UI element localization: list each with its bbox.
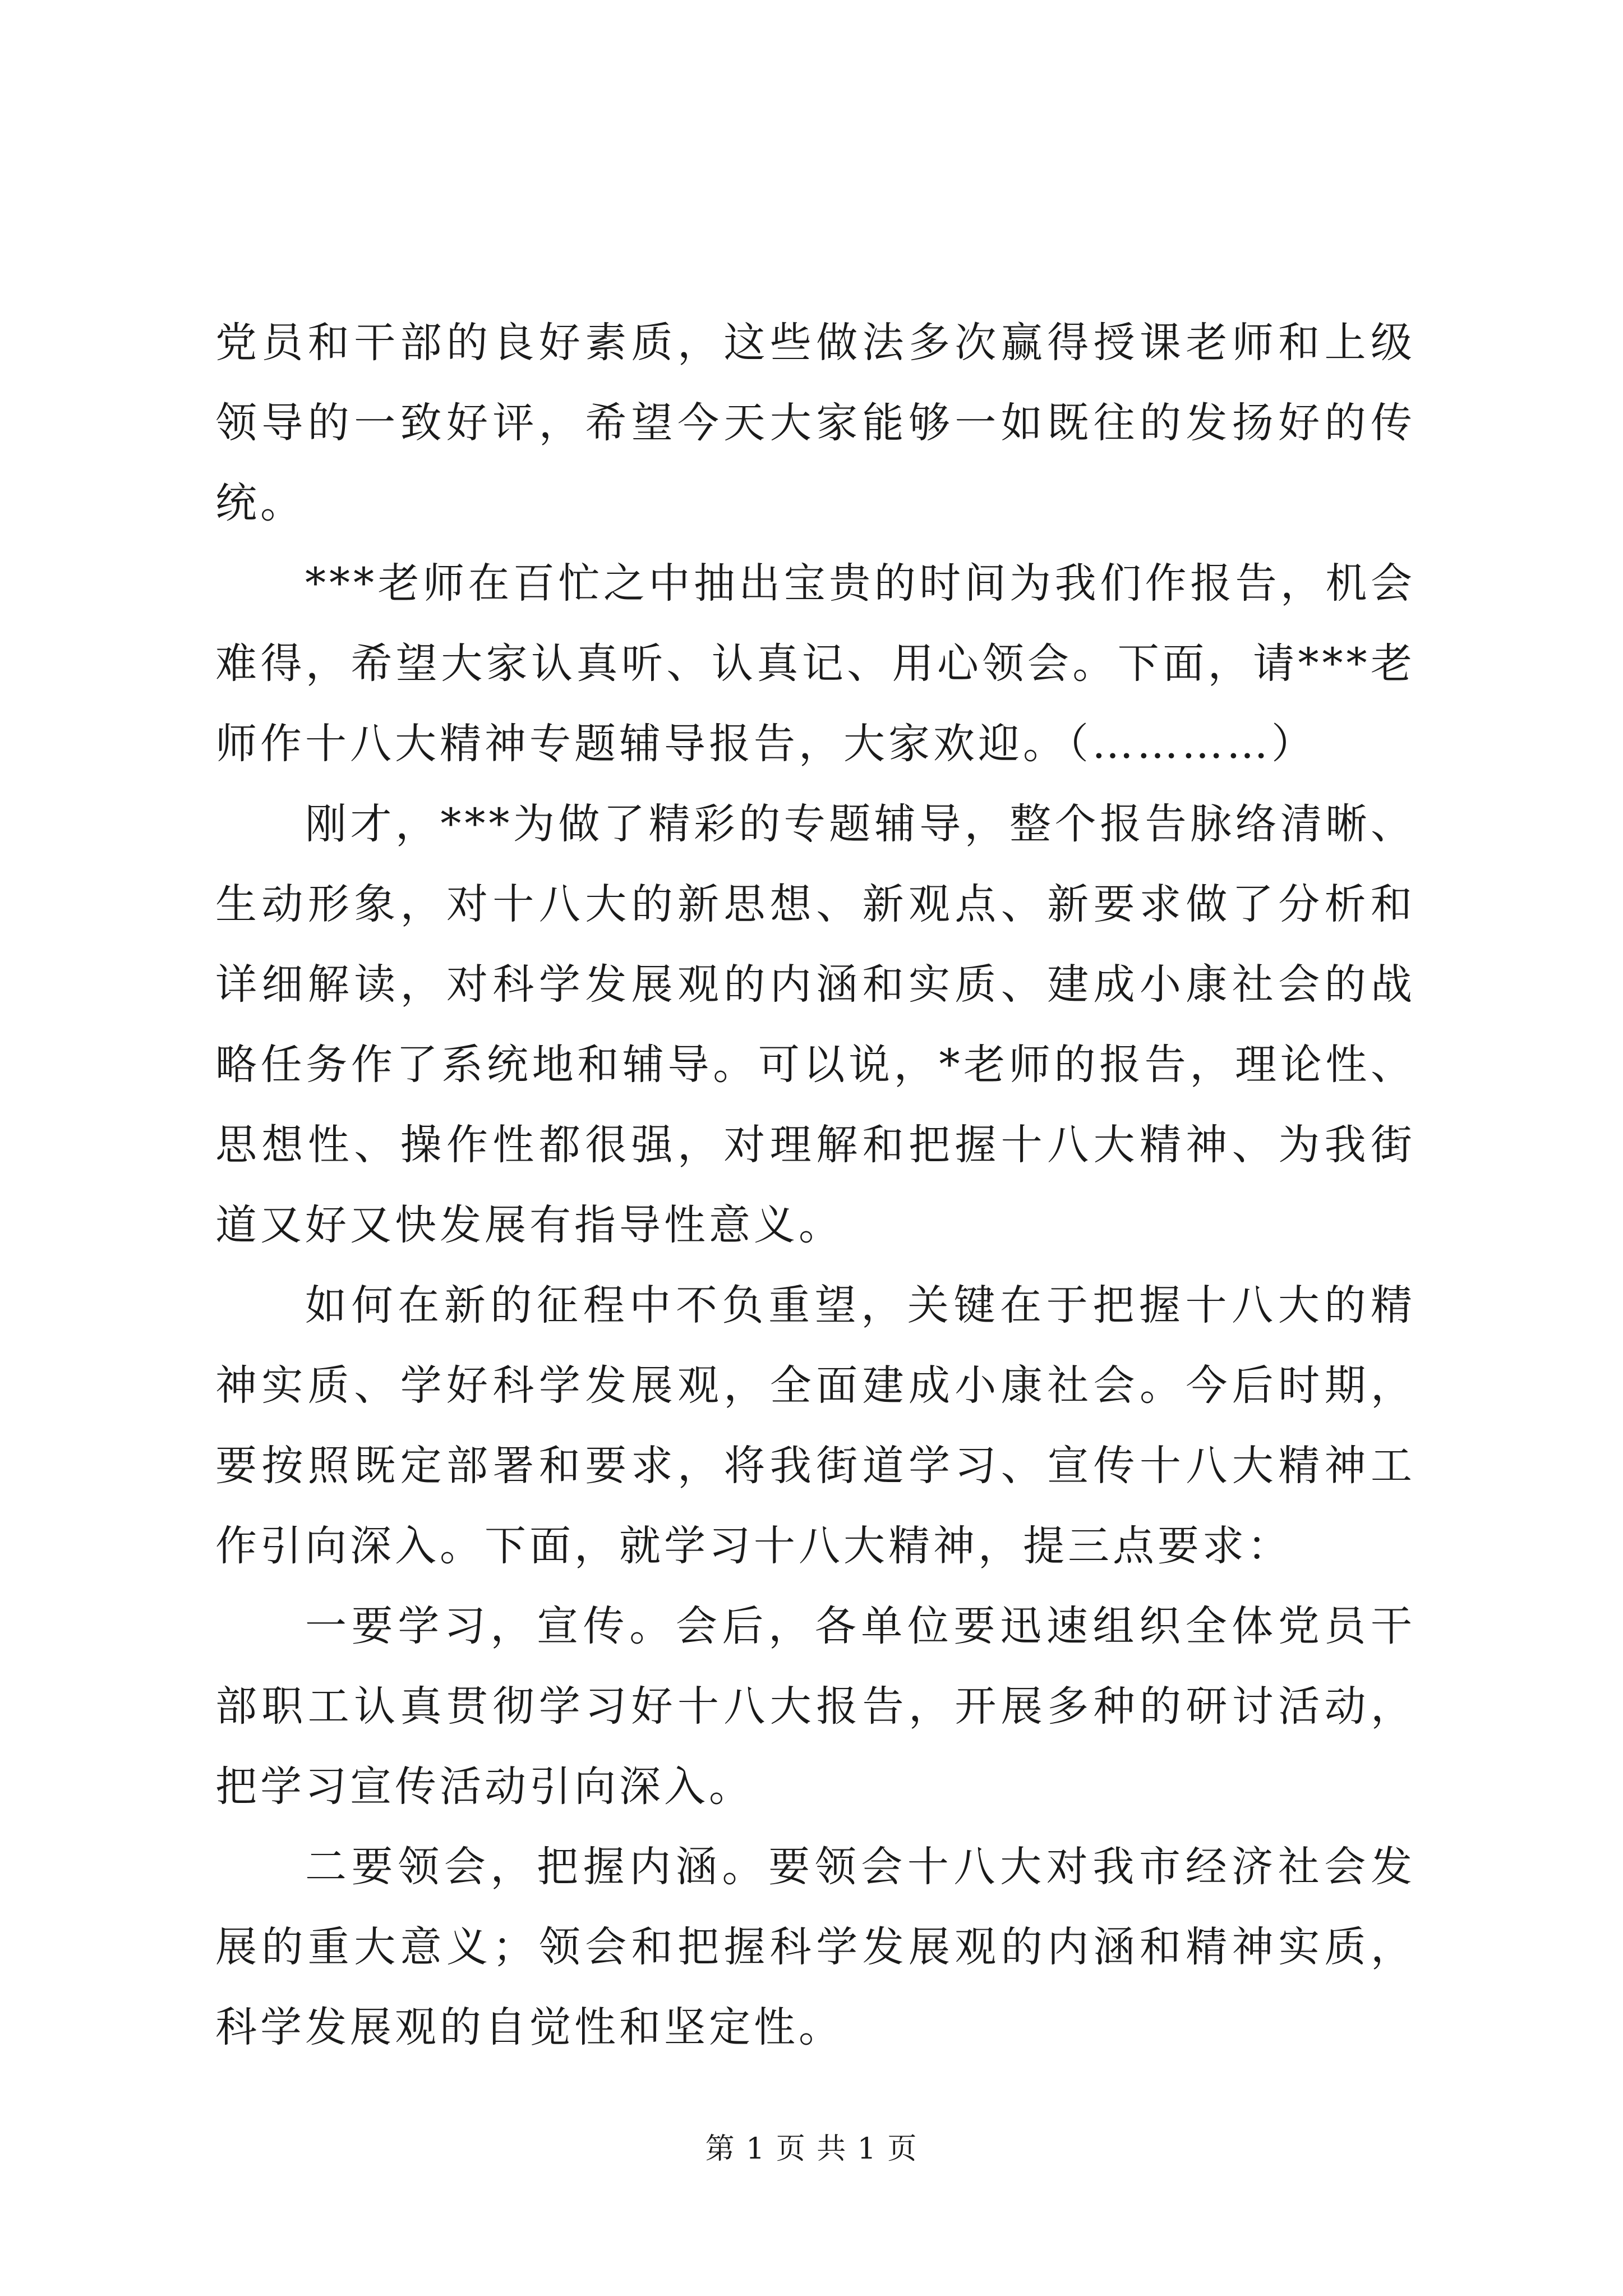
paragraph-continuation: 党员和干部的良好素质，这些做法多次赢得授课老师和上级领导的一致好评，希望今天大家能够一如既往的发扬好的传统。 <box>215 319 1415 527</box>
paragraph: 二要领会，把握内涵。要领会十八大对我市经济社会发展的重大意义；领会和把握科学发展观的内涵和精神实质，科学发展观的自觉性和坚定性。 <box>215 1843 1415 2051</box>
document-body <box>215 303 1415 2068</box>
page-number-footer: 第 1 页 共 1 页 <box>705 2132 918 2166</box>
paragraph: ***老师在百忙之中抽出宝贵的时间为我们作报告，机会难得，希望大家认真听、认真记、用心领会。下面，请***老师作十八大精神专题辅导报告，大家欢迎。（…………） <box>215 559 1415 768</box>
paragraph: 刚才，***为做了精彩的专题辅导，整个报告脉络清晰、生动形象，对十八大的新思想、新观点、新要求做了分析和详细解读，对科学发展观的内涵和实质、建成小康社会的战略任务作了系统地和辅导。可以说，*老师的报告，理论性、思想性、操作性都很强，对理解和把握十八大精神、为我街道又好又快发展有指导性意义。 <box>215 800 1415 1249</box>
paragraph: 如何在新的征程中不负重望，关键在于把握十八大的精神实质、学好科学发展观，全面建成小康社会。今后时期，要按照既定部署和要求，将我街道学习、宣传十八大精神工作引向深入。下面，就学习十八大精神，提三点要求： <box>215 1281 1415 1570</box>
paragraph: 一要学习，宣传。会后，各单位要迅速组织全体党员干部职工认真贯彻学习好十八大报告，开展多种的研讨活动，把学习宣传活动引向深入。 <box>215 1602 1415 1811</box>
